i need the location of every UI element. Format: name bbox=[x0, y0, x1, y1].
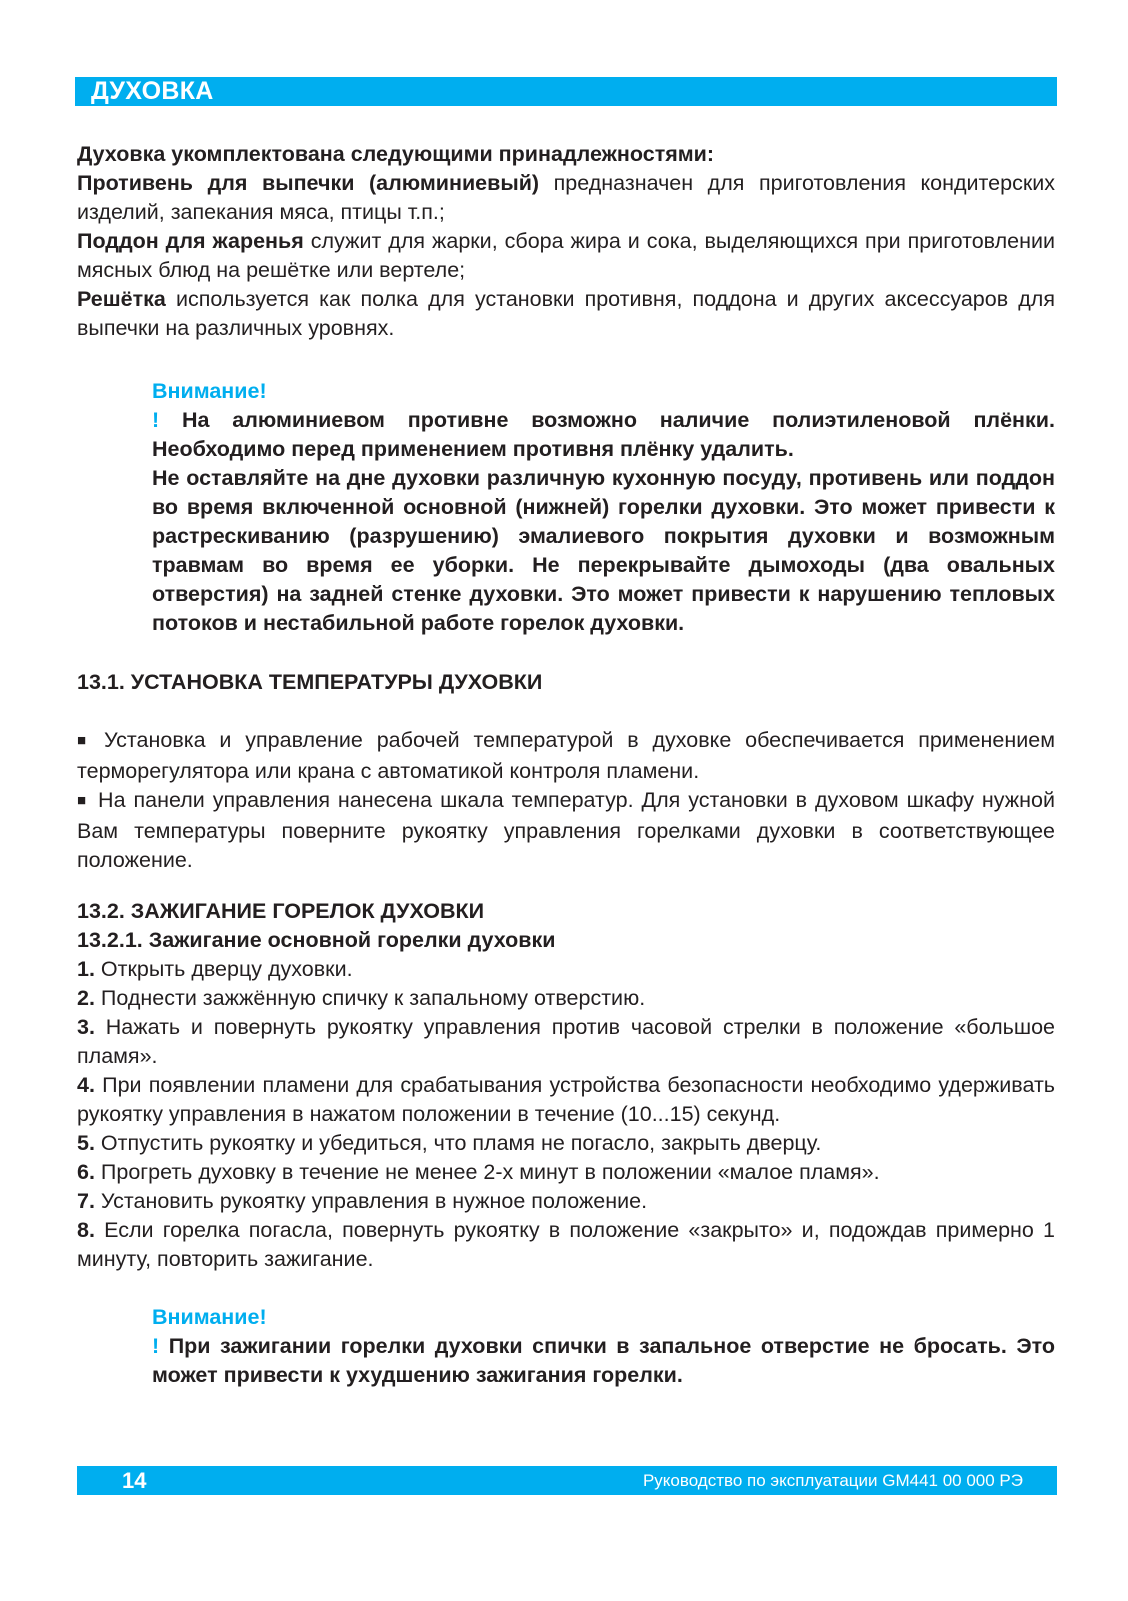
warning-title: Внимание! bbox=[152, 1305, 267, 1329]
step-text: Нажать и повернуть рукоятку управления против часовой стрелки в положение «большое пламя». bbox=[77, 1015, 1055, 1068]
step-item bbox=[77, 984, 1055, 1013]
step-text: Прогреть духовку в течение не менее 2-х минут в положении «малое пламя». bbox=[94, 1160, 880, 1184]
step-item bbox=[77, 1158, 1055, 1187]
square-bullet-icon: ■ bbox=[77, 792, 89, 809]
page-content bbox=[77, 140, 1055, 1390]
step-number: 5. bbox=[77, 1131, 95, 1155]
step-number: 7. bbox=[77, 1189, 95, 1213]
bullet-text: Установка и управление рабочей температурой в духовке обеспечивается применением терморегулятора или крана с автоматикой контроля пламени. bbox=[77, 728, 1056, 783]
accessory-name: Поддон для жаренья bbox=[77, 229, 304, 253]
step-number: 8. bbox=[77, 1218, 95, 1242]
accessories-heading: Духовка укомплектована следующими принадлежностями: bbox=[77, 142, 715, 166]
accessory-item bbox=[77, 285, 1055, 343]
step-text: Открыть дверцу духовки. bbox=[94, 957, 353, 981]
square-bullet-icon: ■ bbox=[77, 732, 94, 749]
accessory-name: Противень для выпечки (алюминиевый) bbox=[77, 171, 540, 195]
warning-block bbox=[152, 377, 1055, 638]
section-header-bar bbox=[75, 77, 1057, 106]
exclamation-icon: ! bbox=[152, 408, 160, 432]
warning-text bbox=[152, 1332, 1055, 1390]
page-title: ДУХОВКА bbox=[91, 77, 214, 105]
exclamation-icon: ! bbox=[152, 1334, 160, 1358]
step-item bbox=[77, 1071, 1055, 1129]
step-item bbox=[77, 1187, 1055, 1216]
step-text: Поднести зажжённую спичку к запальному отверстию. bbox=[94, 986, 646, 1010]
warning-first-text: На алюминиевом противне возможно наличие полиэтиленовой плёнки. Необходимо перед применением противня плёнку удалить. bbox=[152, 408, 1055, 461]
bullet-text: На панели управления нанесена шкала температур. Для установки в духовом шкафу нужной Вам температуры поверните рукоятку управления горелками духовки в соответствующее положение. bbox=[77, 788, 1055, 872]
bullet-item bbox=[77, 786, 1055, 875]
step-text: Если горелка погасла, повернуть рукоятку в положение «закрыто» и, подождав примерно 1 минуту, повторить зажигание. bbox=[77, 1218, 1055, 1271]
warning-text: Не оставляйте на дне духовки различную кухонную посуду, противень или поддон во время включенной основной (нижней) горелки духовки. Это может привести к растрескиванию (разрушению) эмалиевого покрытия духовки и возможным травмам во время ее уборки. Не перекрывайте дымоходы (два овальных отверстия) на задней стенке духовки. Это может привести к нарушению тепловых потоков и нестабильной работе горелок духовки. bbox=[152, 466, 1055, 635]
page-number: 14 bbox=[122, 1468, 147, 1493]
accessory-desc: предназначен для приготовления кондитерских изделий, запекания мяса, птицы т.п.; bbox=[77, 171, 1055, 224]
step-number: 4. bbox=[77, 1073, 95, 1097]
accessory-desc: используется как полка для установки противня, поддона и других аксессуаров для выпечки на различных уровнях. bbox=[77, 287, 1055, 340]
document-reference: Руководство по эксплуатации GM441 00 000 РЭ bbox=[642, 1471, 1023, 1490]
accessory-item bbox=[77, 169, 1055, 227]
subsection-title: 13.2.1. Зажигание основной горелки духовки bbox=[77, 928, 556, 952]
step-item bbox=[77, 1129, 1055, 1158]
step-text: Установить рукоятку управления в нужное положение. bbox=[94, 1189, 648, 1213]
step-text: При появлении пламени для срабатывания устройства безопасности необходимо удерживать рукоятку управления в нажатом положении в течение (10...15) секунд. bbox=[77, 1073, 1055, 1126]
step-number: 2. bbox=[77, 986, 95, 1010]
step-number: 3. bbox=[77, 1015, 95, 1039]
warning-body-text: При зажигании горелки духовки спички в запальное отверстие не бросать. Это может привести к ухудшению зажигания горелки. bbox=[152, 1334, 1055, 1387]
step-item bbox=[77, 955, 1055, 984]
section-title: 13.1. УСТАНОВКА ТЕМПЕРАТУРЫ ДУХОВКИ bbox=[77, 670, 543, 694]
accessory-item bbox=[77, 227, 1055, 285]
warning-text bbox=[152, 406, 1055, 464]
step-item bbox=[77, 1216, 1055, 1274]
accessory-name: Решётка bbox=[77, 287, 166, 311]
step-number: 1. bbox=[77, 957, 95, 981]
section-title: 13.2. ЗАЖИГАНИЕ ГОРЕЛОК ДУХОВКИ bbox=[77, 899, 485, 923]
bullet-item bbox=[77, 726, 1055, 786]
step-item bbox=[77, 1013, 1055, 1071]
step-text: Отпустить рукоятку и убедиться, что пламя не погасло, закрыть дверцу. bbox=[94, 1131, 822, 1155]
warning-title: Внимание! bbox=[152, 379, 267, 403]
warning-block bbox=[152, 1303, 1055, 1390]
step-number: 6. bbox=[77, 1160, 95, 1184]
footer-bar bbox=[77, 1466, 1057, 1495]
accessory-desc: служит для жарки, сбора жира и сока, выделяющихся при приготовлении мясных блюд на решётке или вертеле; bbox=[77, 229, 1055, 282]
